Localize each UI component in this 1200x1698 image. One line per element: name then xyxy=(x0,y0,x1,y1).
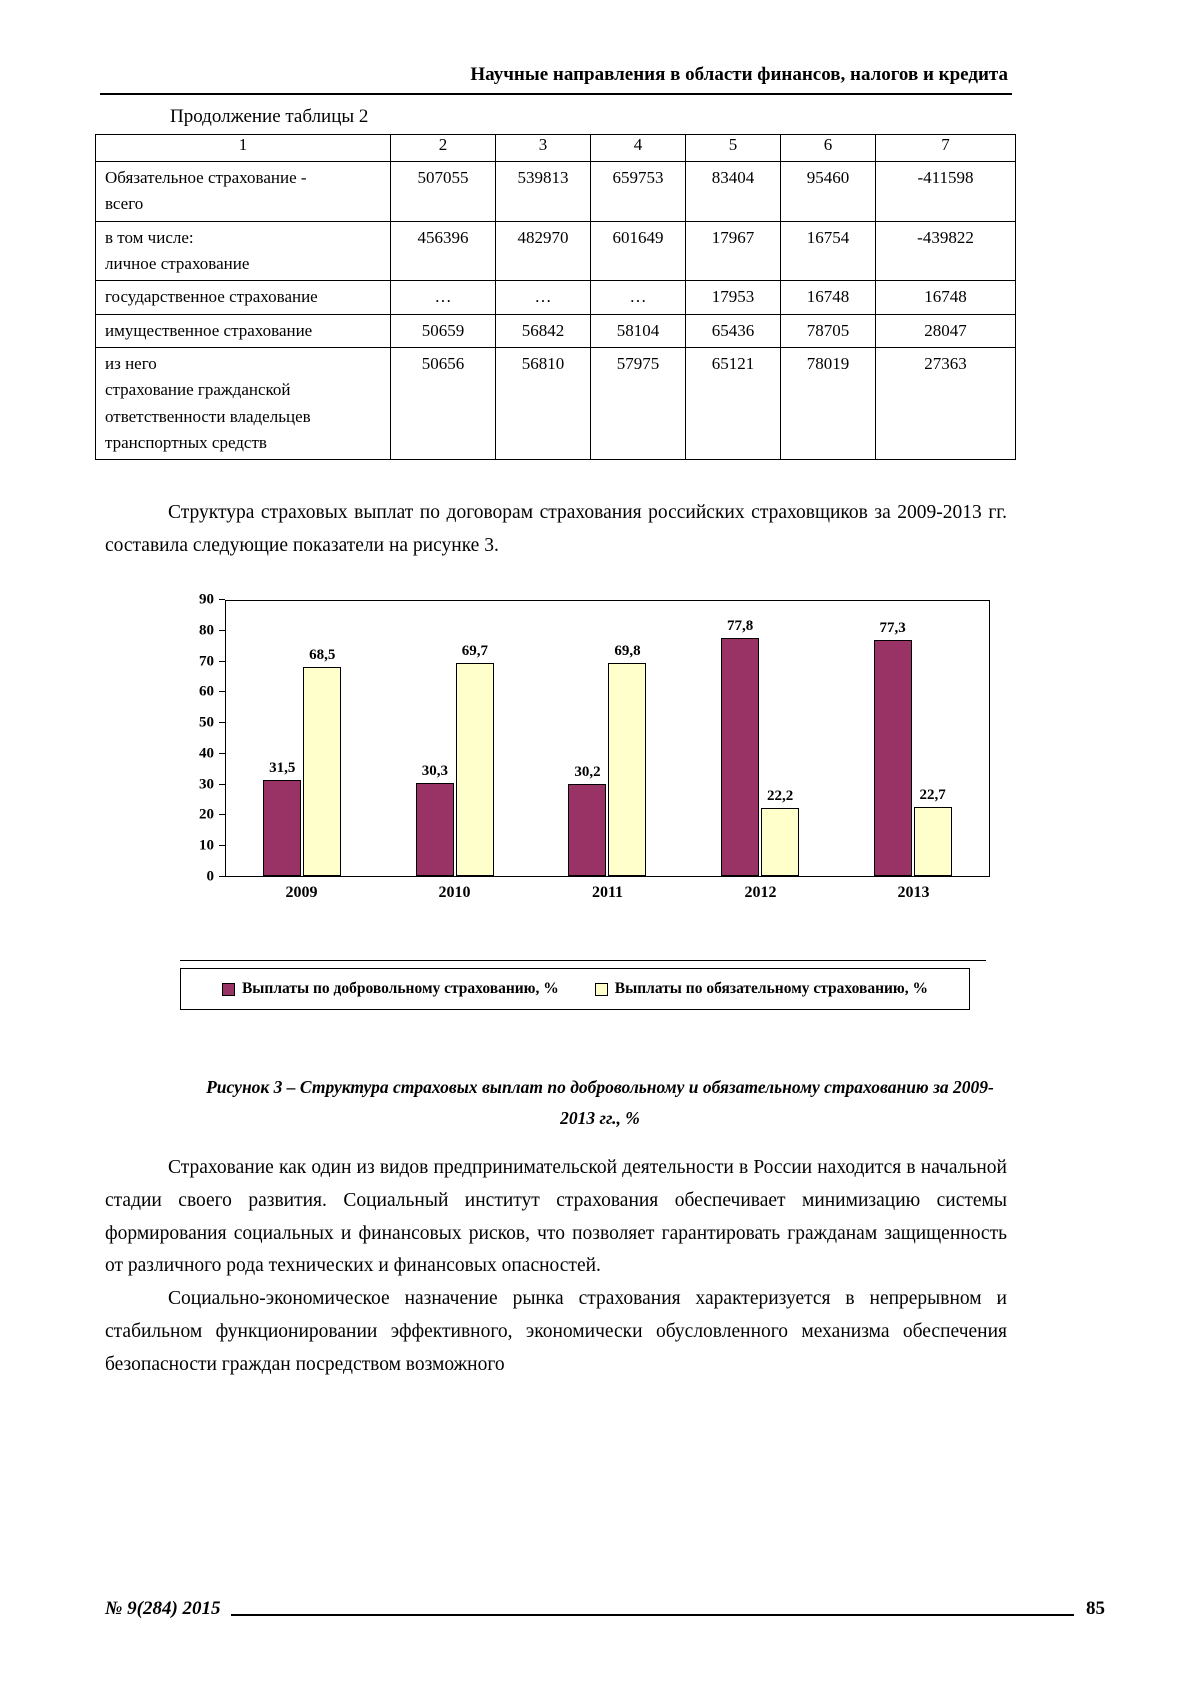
table-header-row xyxy=(96,135,1016,162)
bar-value-label: 77,3 xyxy=(879,619,906,636)
table-column-header: 5 xyxy=(686,135,781,162)
table-column-header: 2 xyxy=(391,135,496,162)
table-cell: 56842 xyxy=(496,314,591,347)
table-cell: -411598 xyxy=(876,162,1016,222)
bar-column xyxy=(873,601,913,876)
chart-main xyxy=(180,591,990,885)
bar-value-label: 31,5 xyxy=(269,759,296,776)
table-row xyxy=(96,281,1016,314)
bar-column xyxy=(607,601,647,876)
y-tick-label: 70 xyxy=(199,653,214,670)
bar-value-label: 68,5 xyxy=(309,646,336,663)
y-tick-label: 0 xyxy=(206,868,214,885)
bar-group xyxy=(531,601,684,876)
bar xyxy=(874,640,912,876)
bar-value-label: 30,2 xyxy=(574,763,601,780)
table-cell: 56810 xyxy=(496,348,591,460)
bar-column xyxy=(720,601,760,876)
y-tick xyxy=(219,876,225,877)
legend-swatch xyxy=(595,983,608,996)
y-tick xyxy=(219,845,225,846)
table-row-label: имущественное страхование xyxy=(96,314,391,347)
bar-group xyxy=(379,601,532,876)
bar-group xyxy=(836,601,989,876)
table-cell: 482970 xyxy=(496,221,591,281)
table-cell: … xyxy=(391,281,496,314)
table-continuation-label: Продолжение таблицы 2 xyxy=(170,106,369,127)
bar-value-label: 77,8 xyxy=(726,618,754,635)
x-category-label: 2009 xyxy=(285,884,318,901)
table-cell: 601649 xyxy=(591,221,686,281)
y-tick-label: 50 xyxy=(199,714,214,731)
table-column-header: 7 xyxy=(876,135,1016,162)
x-category-label: 2010 xyxy=(438,884,471,901)
table-cell: … xyxy=(496,281,591,314)
y-tick xyxy=(219,722,225,723)
table-column-header: 3 xyxy=(496,135,591,162)
table-column-header: 6 xyxy=(781,135,876,162)
table-row xyxy=(96,221,1016,281)
table-row-label: Обязательное страхование - всего xyxy=(96,162,391,222)
body-paragraph: Страхование как один из видов предпринимательской деятельности в России находится в начальной стадии своего развития. Социальный институт страхования обеспечивает минимизацию системы формирования социальных и финансовых рисков, что позволяет гарантировать гражданам защищенность от различного рода технических и финансовых опасностей. xyxy=(105,1157,1007,1277)
table-body xyxy=(96,162,1016,460)
chart-x-axis xyxy=(225,877,990,902)
footer-rule xyxy=(231,1614,1074,1616)
bar xyxy=(608,663,646,876)
y-tick-label: 60 xyxy=(199,683,214,700)
table-cell: 16754 xyxy=(781,221,876,281)
bar xyxy=(416,783,454,876)
running-header-title: Научные направления в области финансов, налогов и кредита xyxy=(470,64,1008,85)
table-cell: 17967 xyxy=(686,221,781,281)
intro-paragraph: Структура страховых выплат по договорам страхования российских страховщиков за 2009-2013 гг. составила следующие показатели на рисунке 3. xyxy=(105,502,1007,556)
table-cell: 57975 xyxy=(591,348,686,460)
table-cell: 27363 xyxy=(876,348,1016,460)
running-header xyxy=(100,64,1012,95)
bar-value-label: 30,3 xyxy=(421,763,449,780)
body-text xyxy=(105,1152,1007,1381)
table-cell: 65121 xyxy=(686,348,781,460)
x-category-label: 2013 xyxy=(897,884,930,901)
data-table xyxy=(95,134,1016,460)
table-cell: 78705 xyxy=(781,314,876,347)
y-tick-label: 40 xyxy=(199,745,214,762)
bar-value-label: 69,8 xyxy=(614,642,641,659)
table-cell: 50659 xyxy=(391,314,496,347)
bar xyxy=(263,780,301,876)
table-cell: 456396 xyxy=(391,221,496,281)
table-cell: 83404 xyxy=(686,162,781,222)
table-cell: 16748 xyxy=(876,281,1016,314)
x-category-label: 2011 xyxy=(591,884,624,901)
table-cell: 539813 xyxy=(496,162,591,222)
table-cell: 50656 xyxy=(391,348,496,460)
chart-y-axis xyxy=(180,591,225,885)
y-tick xyxy=(219,599,225,600)
bar xyxy=(914,807,952,876)
table-cell: 95460 xyxy=(781,162,876,222)
y-tick-label: 80 xyxy=(199,622,214,639)
table-row-label: государственное страхование xyxy=(96,281,391,314)
table-row-label: в том числе: личное страхование xyxy=(96,221,391,281)
chart-plot-area xyxy=(225,600,990,877)
table-column-header: 4 xyxy=(591,135,686,162)
table-cell: 659753 xyxy=(591,162,686,222)
footer xyxy=(105,1598,1105,1620)
bar-value-label: 22,7 xyxy=(919,786,946,803)
table-cell: 507055 xyxy=(391,162,496,222)
bar-column xyxy=(567,601,607,876)
legend-label: Выплаты по обязательному страхованию, % xyxy=(614,980,929,997)
bar-column xyxy=(913,601,953,876)
bar-column xyxy=(760,601,800,876)
table-cell: 17953 xyxy=(686,281,781,314)
bar-value-label: 69,7 xyxy=(461,643,489,660)
y-tick-label: 90 xyxy=(199,591,214,608)
table-row xyxy=(96,162,1016,222)
bar-value-label: 22,2 xyxy=(766,788,794,805)
legend-item xyxy=(595,980,928,998)
figure-caption: Рисунок 3 – Структура страховых выплат по добровольному и обязательному страхованию за 2009-2013 гг., % xyxy=(206,1077,994,1128)
bar-group xyxy=(226,601,379,876)
legend-label: Выплаты по добровольному страхованию, % xyxy=(241,980,559,997)
y-tick xyxy=(219,784,225,785)
footer-issue: № 9(284) 2015 xyxy=(105,1598,221,1619)
page-number: 85 xyxy=(1086,1598,1105,1619)
table-head xyxy=(96,135,1016,162)
table-cell: … xyxy=(591,281,686,314)
y-tick-label: 30 xyxy=(199,776,214,793)
body-paragraph: Социально-экономическое назначение рынка страхования характеризуется в непрерывном и стабильном функционировании эффективного, экономически обусловленного механизма обеспечения безопасности граждан посредством возможного xyxy=(105,1288,1007,1375)
bar-column xyxy=(302,601,342,876)
table-cell: 78019 xyxy=(781,348,876,460)
table-row-label: из него страхование гражданской ответственности владельцев транспортных средств xyxy=(96,348,391,460)
bar-group xyxy=(684,601,837,876)
y-tick-label: 20 xyxy=(199,806,214,823)
bar xyxy=(303,667,341,876)
legend-swatch xyxy=(222,983,235,996)
table-cell: 16748 xyxy=(781,281,876,314)
bar xyxy=(568,784,606,876)
bar-column xyxy=(415,601,455,876)
table-row xyxy=(96,348,1016,460)
bar xyxy=(761,808,799,876)
y-tick xyxy=(219,630,225,631)
figure-3-chart xyxy=(180,591,990,1010)
table-column-header: 1 xyxy=(96,135,391,162)
bar xyxy=(456,663,494,876)
chart-frame-rule xyxy=(180,960,986,961)
y-tick xyxy=(219,814,225,815)
table-cell: -439822 xyxy=(876,221,1016,281)
y-tick xyxy=(219,691,225,692)
table-cell: 28047 xyxy=(876,314,1016,347)
table-row xyxy=(96,314,1016,347)
y-tick xyxy=(219,753,225,754)
chart-legend xyxy=(180,968,970,1010)
bar xyxy=(721,638,759,876)
table-cell: 58104 xyxy=(591,314,686,347)
legend-item xyxy=(222,980,559,998)
bar-column xyxy=(455,601,495,876)
y-tick xyxy=(219,661,225,662)
y-tick-label: 10 xyxy=(199,837,214,854)
bar-column xyxy=(262,601,302,876)
table-cell: 65436 xyxy=(686,314,781,347)
x-category-label: 2012 xyxy=(744,884,777,901)
